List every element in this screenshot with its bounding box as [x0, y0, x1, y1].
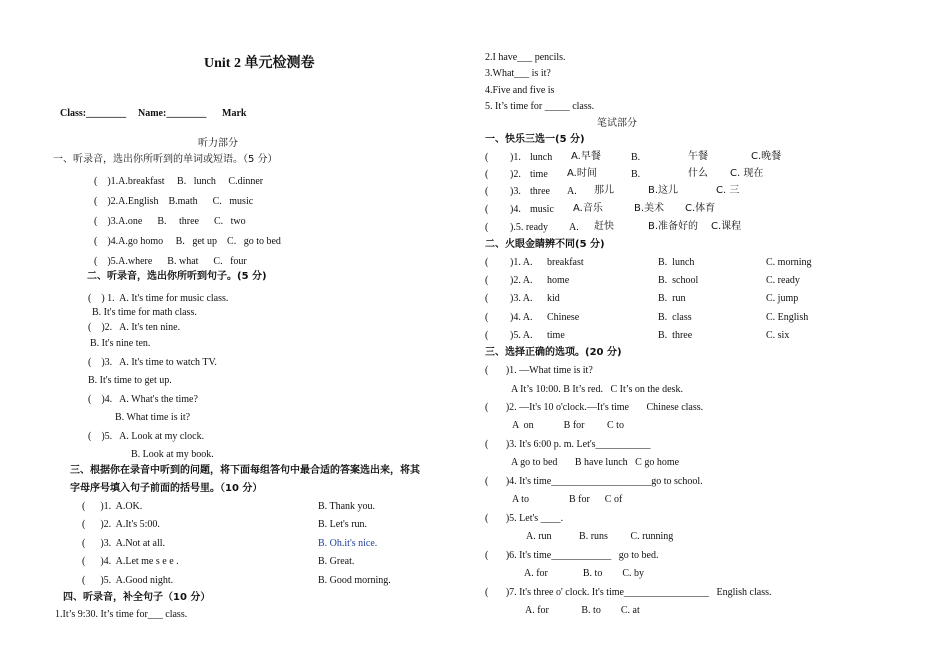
list-item: B. What time is it?: [115, 412, 191, 423]
list-item: A. run B. runs C. running: [526, 531, 674, 542]
table-row: ( )3. A.Not at all.: [82, 538, 166, 549]
english-word: lunch: [530, 152, 553, 163]
list-item: 5. It’s time for _____ class.: [485, 101, 595, 112]
question-number: )3.: [510, 186, 521, 197]
part-2-title: 二、火眼金睛辨不同(5 分): [485, 239, 605, 250]
table-row-right: B. Let's run.: [318, 519, 368, 530]
list-item: A. for B. to C. at: [525, 605, 640, 616]
table-row-right: B. Thank you.: [318, 501, 376, 512]
list-item: ( )4. It's time____________________go to school.: [485, 476, 703, 487]
table-row-right: B. Great.: [318, 556, 355, 567]
bracket[interactable]: (: [485, 204, 489, 215]
list-item: B. It's time for math class.: [92, 307, 197, 318]
option-a: A.时间: [567, 168, 597, 179]
section-3-title-cont: 字母序号填入句子前面的括号里。（10 分）: [70, 483, 263, 494]
list-item: ( )5. A. Look at my clock.: [88, 431, 205, 442]
bracket[interactable]: (: [485, 169, 489, 180]
question-number: )1.: [510, 152, 521, 163]
option-b: B.: [631, 152, 641, 163]
list-item: ( )6. It's time____________ go to bed.: [485, 550, 659, 561]
option-c: C. ready: [766, 275, 800, 286]
option-b: B. class: [658, 312, 692, 323]
section-4-title: 四、听录音，补全句子（10 分）: [63, 592, 211, 603]
list-item: ( )3. A. It's time to watch TV.: [88, 357, 217, 368]
option-c: C.课程: [711, 221, 742, 232]
bracket[interactable]: (: [485, 293, 489, 304]
bracket[interactable]: (: [485, 312, 489, 323]
list-item: 3.What___ is it?: [485, 68, 551, 79]
question-number: )5. A.: [510, 330, 533, 341]
question-number: )2.: [510, 169, 521, 180]
section-3-title: 三、根据你在录音中听到的问题，将下面每组答句中最合适的答案选出来，将其: [70, 465, 420, 476]
list-item: ( )1. —What time is it?: [485, 365, 593, 376]
english-word: music: [530, 204, 554, 215]
option-a: time: [547, 330, 565, 341]
list-item: A It’s 10:00. B It’s red. C It’s on the desk.: [511, 384, 683, 395]
option-a: home: [547, 275, 570, 286]
english-word: three: [530, 186, 550, 197]
bracket[interactable]: (: [485, 257, 489, 268]
question-number: )1. A.: [510, 257, 533, 268]
list-item: A to B for C of: [512, 494, 623, 505]
option-a: A.: [569, 222, 579, 233]
option-c: C. 现在: [730, 168, 764, 179]
option-b-text: 什么: [688, 168, 708, 179]
section-2-title: 二、听录音，选出你所听到句子。(5 分): [87, 271, 267, 282]
question-number: ).5. ready: [510, 222, 549, 233]
option-a: breakfast: [547, 257, 584, 268]
option-b: B.: [631, 169, 641, 180]
option-c: C. 三: [716, 185, 740, 196]
table-row: ( )1. A.OK.: [82, 501, 143, 512]
table-row-right: B. Good morning.: [318, 575, 391, 586]
list-item: ( )2. A. It's ten nine.: [88, 322, 181, 333]
table-row-right: B. Oh.it's nice.: [318, 538, 378, 549]
option-b-text: 午餐: [688, 151, 708, 162]
bracket[interactable]: (: [485, 222, 489, 233]
list-item: 1.It’s 9:30. It’s time for___ class.: [55, 609, 188, 620]
option-a: A.音乐: [573, 203, 603, 214]
page-title: Unit 2 单元检测卷: [204, 56, 315, 71]
bracket[interactable]: (: [485, 275, 489, 286]
question-number: )2. A.: [510, 275, 533, 286]
option-b: B. school: [658, 275, 699, 286]
option-a: Chinese: [547, 312, 580, 323]
table-row: ( )5. A.Good night.: [82, 575, 174, 586]
option-a: kid: [547, 293, 560, 304]
option-c: C. morning: [766, 257, 812, 268]
question-number: )4.: [510, 204, 521, 215]
list-item: ( )1.A.breakfast B. lunch C.dinner: [94, 176, 264, 187]
bracket[interactable]: (: [485, 330, 489, 341]
list-item: ( )5. Let's ____.: [485, 513, 564, 524]
option-a-text: 赶快: [594, 221, 614, 232]
option-b: B. run: [658, 293, 686, 304]
list-item: ( )3. It's 6:00 p. m. Let's___________: [485, 439, 651, 450]
option-b: B.准备好的: [648, 221, 699, 232]
bracket[interactable]: (: [485, 186, 489, 197]
list-item: ( )5.A.where B. what C. four: [94, 256, 247, 267]
table-row: ( )4. A.Let me s e e .: [82, 556, 179, 567]
list-item: ( )4.A.go homo B. get up C. go to bed: [94, 236, 281, 247]
option-b: B. lunch: [658, 257, 695, 268]
list-item: ( )4. A. What's the time?: [88, 394, 198, 405]
class-field[interactable]: Class:________: [60, 108, 127, 119]
part-3-title: 三、选择正确的选项。(20 分): [485, 347, 622, 358]
list-item: A go to bed B have lunch C go home: [511, 457, 680, 468]
option-c: C. jump: [766, 293, 799, 304]
name-field[interactable]: Name:________: [138, 108, 207, 119]
mark-label: Mark: [222, 108, 247, 119]
list-item: ( ) 1. A. It's time for music class.: [88, 293, 229, 304]
list-item: ( )2. —It's 10 o'clock.—It's time Chinese class.: [485, 402, 704, 413]
option-c: C. six: [766, 330, 790, 341]
bracket[interactable]: (: [485, 152, 489, 163]
list-item: 4.Five and five is: [485, 85, 555, 96]
list-item: B. It's time to get up.: [88, 375, 172, 386]
list-item: B. Look at my book.: [131, 449, 214, 460]
option-a: A.早餐: [571, 151, 601, 162]
list-item: ( )7. It's three o' clock. It's time_________________ English class.: [485, 587, 772, 598]
option-c: C.晚餐: [751, 151, 782, 162]
part-1-title: 一、快乐三选一(5 分): [485, 134, 585, 145]
option-a-text: 那儿: [594, 185, 614, 196]
list-item: 2.I have___ pencils.: [485, 52, 566, 63]
list-item: A on B for C to: [512, 420, 624, 431]
listening-heading: 听力部分: [198, 138, 238, 149]
option-c: C. English: [766, 312, 809, 323]
english-word: time: [530, 169, 548, 180]
question-number: )3. A.: [510, 293, 533, 304]
list-item: B. It's nine ten.: [90, 338, 151, 349]
option-b: B.美术: [634, 203, 665, 214]
list-item: ( )2.A.English B.math C. music: [94, 196, 254, 207]
list-item: A. for B. to C. by: [524, 568, 644, 579]
option-b: B.这儿: [648, 185, 679, 196]
section-1-title: 一、听录音，选出你所听到的单词或短语。（5 分）: [53, 154, 278, 165]
writing-heading: 笔试部分: [597, 118, 637, 129]
option-c: C.体育: [685, 203, 716, 214]
list-item: ( )3.A.one B. three C. two: [94, 216, 246, 227]
option-a: A.: [567, 186, 577, 197]
question-number: )4. A.: [510, 312, 533, 323]
table-row: ( )2. A.It's 5:00.: [82, 519, 160, 530]
option-b: B. three: [658, 330, 693, 341]
